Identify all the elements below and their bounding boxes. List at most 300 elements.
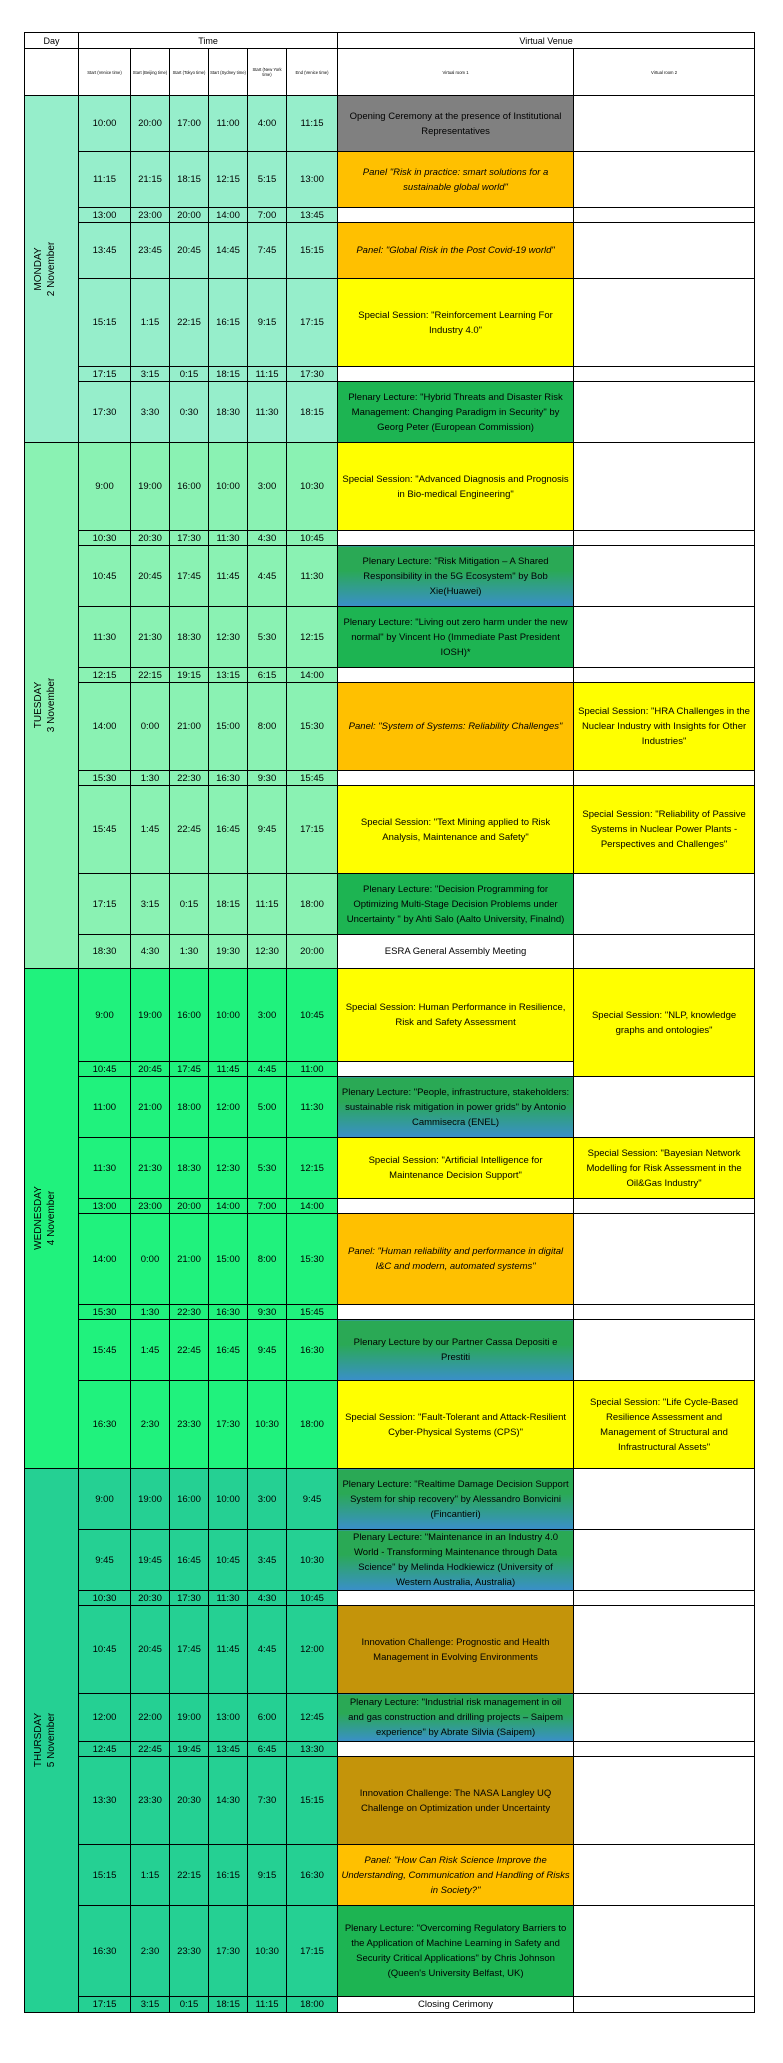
time-cell: 21:00: [170, 1214, 209, 1305]
time-cell: 13:45: [79, 223, 131, 279]
time-cell: 3:15: [131, 1997, 170, 2013]
time-cell: 14:00: [79, 683, 131, 771]
time-cell: 20:30: [131, 531, 170, 546]
time-cell: 22:15: [131, 668, 170, 683]
time-cell: 22:00: [131, 1694, 170, 1742]
time-cell: 11:00: [209, 96, 248, 152]
time-cell: 5:15: [248, 152, 287, 208]
time-cell: 9:00: [79, 1469, 131, 1530]
time-cell: 13:45: [209, 1742, 248, 1757]
room1-event: [338, 1199, 574, 1214]
day-header: Day: [25, 33, 79, 49]
time-cell: 20:00: [170, 208, 209, 223]
time-cell: 19:00: [131, 1469, 170, 1530]
time-cell: 12:30: [209, 1138, 248, 1199]
schedule-row: [25, 152, 755, 208]
time-cell: 9:45: [248, 1320, 287, 1381]
time-cell: 16:15: [209, 1845, 248, 1906]
time-cell: 16:30: [209, 771, 248, 786]
time-cell: 16:30: [287, 1845, 338, 1906]
time-cell: 5:00: [248, 1077, 287, 1138]
time-cell: 0:00: [131, 1214, 170, 1305]
time-cell: 18:00: [170, 1077, 209, 1138]
time-cell: 12:00: [79, 1694, 131, 1742]
time-cell: 9:45: [287, 1469, 338, 1530]
schedule-row: [25, 935, 755, 969]
schedule-row: [25, 1757, 755, 1845]
time-cell: 23:30: [170, 1381, 209, 1469]
time-cell: 10:45: [79, 1062, 131, 1077]
time-cell: 21:15: [131, 152, 170, 208]
time-cell: 9:45: [79, 1530, 131, 1591]
room2-event: Special Session: "Reliability of Passive Systems in Nuclear Power Plants - Perspectives and Challenges": [574, 786, 755, 874]
room1-event: Closing Cerimony: [338, 1997, 574, 2013]
time-cell: 17:30: [170, 1591, 209, 1606]
time-cell: 13:30: [287, 1742, 338, 1757]
day-subheader-blank: [25, 49, 79, 96]
room2-event: [574, 443, 755, 531]
time-cell: 14:30: [209, 1757, 248, 1845]
room2-event: [574, 152, 755, 208]
time-cell: 8:00: [248, 683, 287, 771]
time-cell: 15:30: [79, 771, 131, 786]
room2-event: [574, 1214, 755, 1305]
time-cell: 20:45: [131, 546, 170, 607]
time-cell: 17:15: [79, 874, 131, 935]
time-cell: 7:30: [248, 1757, 287, 1845]
time-cell: 10:45: [287, 969, 338, 1062]
day-cell: [25, 1469, 79, 2013]
time-cell: 16:00: [170, 969, 209, 1062]
time-cell: 10:45: [79, 546, 131, 607]
time-cell: 9:15: [248, 1845, 287, 1906]
time-cell: 11:15: [248, 367, 287, 382]
time-cell: 12:15: [209, 152, 248, 208]
room1-event: [338, 668, 574, 683]
schedule-row: [25, 969, 755, 1062]
time-cell: 16:30: [79, 1906, 131, 1997]
day-cell: [25, 969, 79, 1469]
zone-header: Start (Tokyo time): [170, 49, 209, 96]
time-cell: 20:45: [131, 1062, 170, 1077]
zone-header: Start (New York time): [248, 49, 287, 96]
time-cell: 1:30: [170, 935, 209, 969]
time-cell: 3:15: [131, 874, 170, 935]
time-cell: 16:30: [287, 1320, 338, 1381]
time-cell: 9:30: [248, 771, 287, 786]
schedule-row: [25, 874, 755, 935]
time-cell: 16:45: [170, 1530, 209, 1591]
day-label: [32, 189, 58, 349]
time-cell: 17:15: [79, 1997, 131, 2013]
time-cell: 12:30: [209, 607, 248, 668]
time-cell: 4:30: [248, 531, 287, 546]
time-cell: 17:15: [287, 279, 338, 367]
room1-event: Special Session: "Artificial Intelligence for Maintenance Decision Support": [338, 1138, 574, 1199]
time-cell: 18:15: [209, 874, 248, 935]
time-cell: 10:30: [248, 1381, 287, 1469]
room2-event: Special Session: "Life Cycle-Based Resilience Assessment and Management of Structural and Infrastructural Assets": [574, 1381, 755, 1469]
day-name: TUESDAY: [33, 681, 44, 729]
time-cell: 13:15: [209, 668, 248, 683]
time-cell: 2:30: [131, 1381, 170, 1469]
time-cell: 10:30: [287, 1530, 338, 1591]
time-cell: 15:15: [287, 1757, 338, 1845]
schedule-table: [24, 32, 755, 2013]
zone-header: Start (Sydney time): [209, 49, 248, 96]
time-cell: 13:00: [209, 1694, 248, 1742]
schedule-row: [25, 607, 755, 668]
time-cell: 17:30: [79, 382, 131, 443]
room1-event: Panel "Risk in practice: smart solutions for a sustainable global world": [338, 152, 574, 208]
room1-event: Plenary Lecture: "Maintenance in an Industry 4.0 World - Transforming Maintenance through Data Science" by Melinda Hodkiewicz (University of Western Australia, Australia): [338, 1530, 574, 1591]
time-cell: 23:30: [131, 1757, 170, 1845]
day-cell: [25, 96, 79, 443]
time-cell: 16:45: [209, 786, 248, 874]
time-cell: 10:00: [209, 443, 248, 531]
schedule-row: [25, 1906, 755, 1997]
day-date: 3 November: [46, 677, 57, 733]
schedule-row: [25, 367, 755, 382]
time-cell: 4:45: [248, 1606, 287, 1694]
room1-event: Innovation Challenge: Prognostic and Health Management in Evolving Environments: [338, 1606, 574, 1694]
time-cell: 11:15: [79, 152, 131, 208]
room1-event: [338, 208, 574, 223]
time-cell: 19:30: [209, 935, 248, 969]
time-cell: 9:00: [79, 969, 131, 1062]
time-cell: 19:00: [131, 969, 170, 1062]
time-cell: 22:15: [170, 1845, 209, 1906]
room2-event: [574, 531, 755, 546]
room1-event: Panel: "Global Risk in the Post Covid-19 world": [338, 223, 574, 279]
time-cell: 6:15: [248, 668, 287, 683]
time-cell: 12:45: [79, 1742, 131, 1757]
time-cell: 11:15: [248, 874, 287, 935]
schedule-row: [25, 786, 755, 874]
room2-event: [574, 382, 755, 443]
room2-event: Special Session: "HRA Challenges in the Nuclear Industry with Insights for Other Industries": [574, 683, 755, 771]
time-cell: 14:00: [209, 208, 248, 223]
schedule-row: [25, 1742, 755, 1757]
time-cell: 17:00: [170, 96, 209, 152]
time-cell: 16:00: [170, 1469, 209, 1530]
venue-header: Virtual Venue: [338, 33, 755, 49]
room2-event: [574, 1757, 755, 1845]
schedule-row: [25, 668, 755, 683]
time-cell: 18:30: [170, 1138, 209, 1199]
room1-event: Special Session: "Reinforcement Learning For Industry 4.0": [338, 279, 574, 367]
time-cell: 3:30: [131, 382, 170, 443]
time-cell: 10:00: [209, 1469, 248, 1530]
time-cell: 15:45: [79, 786, 131, 874]
room2-event: [574, 546, 755, 607]
time-cell: 1:15: [131, 1845, 170, 1906]
schedule-row: [25, 1694, 755, 1742]
time-cell: 11:15: [248, 1997, 287, 2013]
time-cell: 23:00: [131, 1199, 170, 1214]
time-cell: 17:15: [287, 786, 338, 874]
time-cell: 10:30: [287, 443, 338, 531]
time-cell: 17:15: [79, 367, 131, 382]
time-cell: 16:30: [79, 1381, 131, 1469]
time-cell: 10:30: [79, 531, 131, 546]
time-cell: 11:45: [209, 1062, 248, 1077]
room2-event: [574, 1077, 755, 1138]
time-cell: 12:45: [287, 1694, 338, 1742]
schedule-row: [25, 1138, 755, 1199]
time-cell: 11:00: [287, 1062, 338, 1077]
room2-event: [574, 1606, 755, 1694]
day-label: [32, 625, 58, 785]
time-cell: 11:30: [79, 607, 131, 668]
schedule-row: [25, 1845, 755, 1906]
room2-event: [574, 1320, 755, 1381]
time-cell: 5:30: [248, 1138, 287, 1199]
room1-event: Plenary Lecture: "Realtime Damage Decision Support System for ship recovery" by Alessandro Bonvicini (Fincantieri): [338, 1469, 574, 1530]
time-cell: 18:00: [287, 1997, 338, 2013]
time-cell: 6:45: [248, 1742, 287, 1757]
time-cell: 23:30: [170, 1906, 209, 1997]
time-cell: 16:30: [209, 1305, 248, 1320]
time-cell: 15:45: [287, 1305, 338, 1320]
time-cell: 0:30: [170, 382, 209, 443]
day-date: 2 November: [46, 241, 57, 296]
time-cell: 20:30: [131, 1591, 170, 1606]
time-cell: 23:00: [131, 208, 170, 223]
time-cell: 19:45: [170, 1742, 209, 1757]
time-cell: 4:30: [131, 935, 170, 969]
room2-event: [574, 1469, 755, 1530]
day-label: [32, 1660, 58, 1820]
time-cell: 10:30: [79, 1591, 131, 1606]
day-name: THURSDAY: [33, 1712, 44, 1768]
time-cell: 13:00: [79, 208, 131, 223]
time-cell: 20:00: [287, 935, 338, 969]
time-cell: 4:45: [248, 546, 287, 607]
time-cell: 19:00: [170, 1694, 209, 1742]
time-cell: 1:45: [131, 786, 170, 874]
time-cell: 1:45: [131, 1320, 170, 1381]
room2-event: [574, 1305, 755, 1320]
time-cell: 15:45: [287, 771, 338, 786]
room1-event: Special Session: "Fault-Tolerant and Attack-Resilient Cyber-Physical Systems (CPS)": [338, 1381, 574, 1469]
time-cell: 17:15: [287, 1906, 338, 1997]
room2-event: [574, 96, 755, 152]
time-cell: 12:15: [287, 1138, 338, 1199]
time-cell: 18:15: [287, 382, 338, 443]
schedule-row: [25, 1591, 755, 1606]
time-cell: 22:30: [170, 1305, 209, 1320]
time-cell: 1:30: [131, 771, 170, 786]
schedule-row: [25, 1381, 755, 1469]
time-cell: 22:45: [170, 1320, 209, 1381]
time-cell: 20:45: [131, 1606, 170, 1694]
room1-event: Panel: "How Can Risk Science Improve the Understanding, Communication and Handling of Risks in Society?": [338, 1845, 574, 1906]
room-header: Virtual room 2: [574, 49, 755, 96]
time-cell: 22:45: [170, 786, 209, 874]
time-cell: 4:00: [248, 96, 287, 152]
time-cell: 22:15: [170, 279, 209, 367]
time-cell: 15:30: [79, 1305, 131, 1320]
time-cell: 19:45: [131, 1530, 170, 1591]
time-cell: 12:00: [287, 1606, 338, 1694]
schedule-row: [25, 1199, 755, 1214]
zone-header: Start (Venice time): [79, 49, 131, 96]
time-cell: 11:30: [79, 1138, 131, 1199]
schedule-row: [25, 683, 755, 771]
time-cell: 7:00: [248, 208, 287, 223]
room2-event: Special Session: "Bayesian Network Modelling for Risk Assessment in the Oil&Gas Industry": [574, 1138, 755, 1199]
room2-event: [574, 208, 755, 223]
time-cell: 11:45: [209, 1606, 248, 1694]
time-cell: 18:30: [79, 935, 131, 969]
time-cell: 22:30: [170, 771, 209, 786]
room2-event: [574, 668, 755, 683]
room2-event: [574, 1997, 755, 2013]
room1-event: Special Session: Human Performance in Resilience, Risk and Safety Assessment: [338, 969, 574, 1062]
time-cell: 11:30: [287, 546, 338, 607]
time-cell: 20:00: [170, 1199, 209, 1214]
room1-event: Plenary Lecture: "Risk Mitigation – A Shared Responsibility in the 5G Ecosystem" by Bob Xie(Huawei): [338, 546, 574, 607]
time-cell: 17:45: [170, 1062, 209, 1077]
day-date: 4 November: [46, 1190, 57, 1246]
room1-event: [338, 771, 574, 786]
room1-event: Plenary Lecture: "Decision Programming for Optimizing Multi-Stage Decision Problems under Uncertainty " by Ahti Salo (Aalto University, Finalnd): [338, 874, 574, 935]
room2-event: [574, 935, 755, 969]
time-cell: 12:15: [287, 607, 338, 668]
time-cell: 20:00: [131, 96, 170, 152]
room1-event: [338, 531, 574, 546]
time-cell: 22:45: [131, 1742, 170, 1757]
time-cell: 16:45: [209, 1320, 248, 1381]
time-cell: 10:00: [209, 969, 248, 1062]
time-cell: 21:30: [131, 607, 170, 668]
time-cell: 10:45: [287, 1591, 338, 1606]
time-cell: 4:45: [248, 1062, 287, 1077]
time-cell: 14:00: [79, 1214, 131, 1305]
time-cell: 11:00: [79, 1077, 131, 1138]
time-cell: 18:00: [287, 1381, 338, 1469]
room1-event: [338, 1062, 574, 1077]
time-cell: 14:00: [287, 1199, 338, 1214]
room1-event: [338, 1305, 574, 1320]
schedule-row: [25, 443, 755, 531]
schedule-row: [25, 96, 755, 152]
room1-event: Panel: "Human reliability and performance in digital I&C and modern, automated systems": [338, 1214, 574, 1305]
time-cell: 21:30: [131, 1138, 170, 1199]
time-cell: 6:00: [248, 1694, 287, 1742]
room2-event: [574, 874, 755, 935]
time-cell: 18:15: [209, 367, 248, 382]
time-cell: 13:45: [287, 208, 338, 223]
time-cell: 14:00: [287, 668, 338, 683]
time-cell: 12:15: [79, 668, 131, 683]
time-cell: 19:15: [170, 668, 209, 683]
time-cell: 10:45: [209, 1530, 248, 1591]
room2-event: [574, 279, 755, 367]
time-cell: 7:45: [248, 223, 287, 279]
schedule-row: [25, 1997, 755, 2013]
schedule-row: [25, 279, 755, 367]
time-cell: 3:00: [248, 1469, 287, 1530]
time-cell: 14:45: [209, 223, 248, 279]
time-cell: 11:30: [209, 531, 248, 546]
room2-event: [574, 607, 755, 668]
day-label: [32, 1138, 58, 1298]
time-cell: 10:00: [79, 96, 131, 152]
time-header: Time: [79, 33, 338, 49]
time-cell: 17:45: [170, 1606, 209, 1694]
room1-event: [338, 1591, 574, 1606]
room2-event: [574, 1845, 755, 1906]
room1-event: Plenary Lecture by our Partner Cassa Depositi e Prestiti: [338, 1320, 574, 1381]
room1-event: ESRA General Assembly Meeting: [338, 935, 574, 969]
time-cell: 11:15: [287, 96, 338, 152]
room1-event: Opening Ceremony at the presence of Institutional Representatives: [338, 96, 574, 152]
time-cell: 3:45: [248, 1530, 287, 1591]
time-cell: 9:00: [79, 443, 131, 531]
time-cell: 18:15: [170, 152, 209, 208]
time-cell: 15:45: [79, 1320, 131, 1381]
zone-header: End (Venice time): [287, 49, 338, 96]
time-cell: 3:00: [248, 443, 287, 531]
time-cell: 14:00: [209, 1199, 248, 1214]
schedule-row: [25, 382, 755, 443]
room2-event: [574, 1694, 755, 1742]
time-cell: 8:00: [248, 1214, 287, 1305]
time-cell: 1:30: [131, 1305, 170, 1320]
room2-event: [574, 1530, 755, 1591]
schedule-row: [25, 223, 755, 279]
schedule-row: [25, 1606, 755, 1694]
time-cell: 18:30: [170, 607, 209, 668]
time-cell: 18:30: [209, 382, 248, 443]
time-cell: 10:45: [79, 1606, 131, 1694]
time-cell: 23:45: [131, 223, 170, 279]
time-cell: 0:15: [170, 874, 209, 935]
time-cell: 3:15: [131, 367, 170, 382]
time-cell: 0:15: [170, 1997, 209, 2013]
room1-event: Plenary Lecture: "Overcoming Regulatory Barriers to the Application of Machine Learning in Safety and Security Critical Applications" by Chris Johnson (Queen's University Belfast, UK): [338, 1906, 574, 1997]
time-cell: 17:30: [170, 531, 209, 546]
room2-event: [574, 1742, 755, 1757]
room1-event: Special Session: "Advanced Diagnosis and Prognosis in Bio-medical Engineering": [338, 443, 574, 531]
schedule-row: [25, 1077, 755, 1138]
time-cell: 9:30: [248, 1305, 287, 1320]
time-cell: 2:30: [131, 1906, 170, 1997]
time-cell: 16:15: [209, 279, 248, 367]
time-cell: 3:00: [248, 969, 287, 1062]
schedule-row: [25, 1469, 755, 1530]
room2-event: Special Session: "NLP, knowledge graphs and ontologies": [574, 969, 755, 1077]
room1-event: Plenary Lecture: "Living out zero harm under the new normal" by Vincent Ho (Immediate Past President IOSH)*: [338, 607, 574, 668]
room2-event: [574, 367, 755, 382]
time-cell: 18:00: [287, 874, 338, 935]
time-cell: 17:30: [209, 1381, 248, 1469]
time-cell: 20:45: [170, 223, 209, 279]
room1-event: Innovation Challenge: The NASA Langley UQ Challenge on Optimization under Uncertainty: [338, 1757, 574, 1845]
day-cell: [25, 443, 79, 969]
time-cell: 12:30: [248, 935, 287, 969]
time-cell: 10:30: [248, 1906, 287, 1997]
time-cell: 17:45: [170, 546, 209, 607]
room2-event: [574, 1591, 755, 1606]
time-cell: 5:30: [248, 607, 287, 668]
time-cell: 11:30: [248, 382, 287, 443]
time-cell: 15:30: [287, 683, 338, 771]
time-cell: 20:30: [170, 1757, 209, 1845]
time-cell: 9:15: [248, 279, 287, 367]
